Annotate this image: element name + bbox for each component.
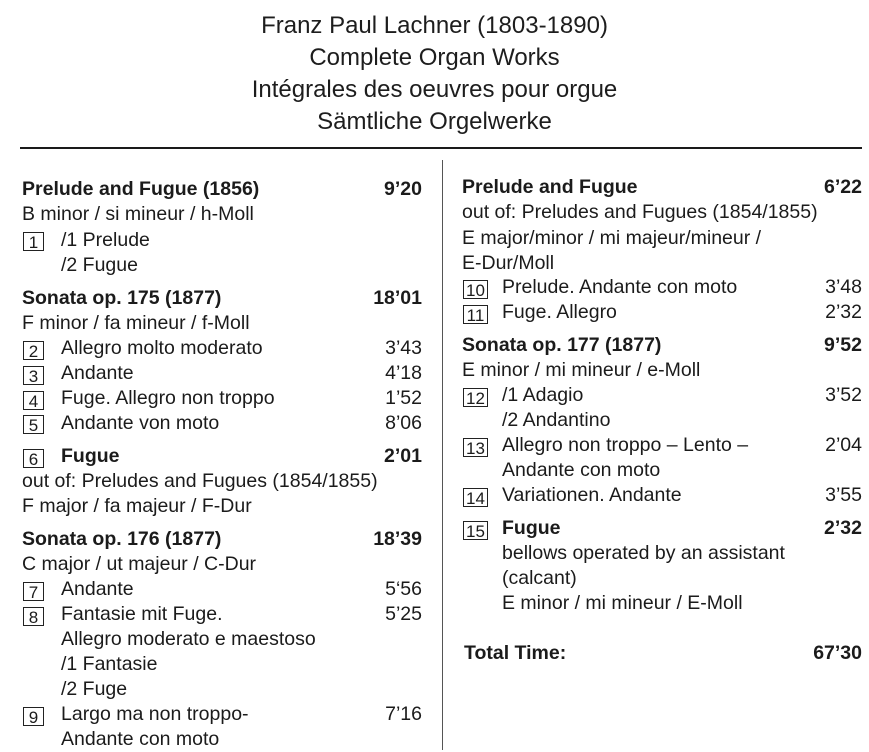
track-key: F major / fa majeur / F-Dur [22, 495, 252, 517]
album-header [0, 10, 869, 138]
track-subtitle: /2 Andantino [502, 409, 611, 431]
track-title: Fugue [502, 517, 561, 539]
track-title: Prelude. Andante con moto [502, 276, 738, 298]
track-title: Fuge. Allegro non troppo [61, 387, 275, 409]
track-time: 2’04 [825, 434, 862, 456]
track-title: /1 Prelude [61, 229, 150, 251]
track-time: 5’25 [385, 603, 422, 625]
work-key-cont: E-Dur/Moll [462, 252, 555, 274]
track-subtitle: /2 Fuge [61, 678, 128, 700]
track-time: 2’01 [384, 445, 422, 467]
track-subtitle: Andante con moto [502, 459, 661, 481]
total-time-label: Total Time: [464, 642, 567, 664]
track-number: 14 [463, 488, 488, 507]
title-french: Intégrales des oeuvres pour orgue [251, 76, 618, 103]
column-divider [442, 160, 443, 750]
work-title: Sonata op. 175 (1877) [22, 287, 222, 309]
track-time: 3’48 [825, 276, 862, 298]
track-title: Andante [61, 578, 134, 600]
track-title: /1 Adagio [502, 384, 584, 406]
track-number: 5 [23, 415, 44, 434]
track-number: 7 [23, 582, 44, 601]
track-time: 3’55 [825, 484, 862, 506]
track-title: Andante von moto [61, 412, 220, 434]
track-time: 2’32 [824, 517, 862, 539]
track-number: 4 [23, 391, 44, 410]
track-note: bellows operated by an assistant [502, 542, 785, 564]
track-time: 4’18 [385, 362, 422, 384]
work-time: 18’39 [373, 528, 422, 550]
track-number: 1 [23, 232, 44, 251]
work-time: 9’52 [824, 334, 862, 356]
work-title: Prelude and Fugue (1856) [22, 178, 260, 200]
track-time: 3’43 [385, 337, 422, 359]
track-number: 13 [463, 438, 488, 457]
track-title: Allegro non troppo – Lento – [502, 434, 749, 456]
track-time: 8’06 [385, 412, 422, 434]
work-title: Sonata op. 177 (1877) [462, 334, 662, 356]
track-title: Largo ma non troppo- [61, 703, 249, 725]
track-title: Allegro molto moderato [61, 337, 263, 359]
track-number: 15 [463, 521, 488, 540]
track-source: out of: Preludes and Fugues (1854/1855) [22, 470, 378, 492]
track-time: 3’52 [825, 384, 862, 406]
track-title: Andante [61, 362, 134, 384]
track-title: Variationen. Andante [502, 484, 682, 506]
track-number: 12 [463, 388, 488, 407]
track-title: Fugue [61, 445, 120, 467]
track-subtitle: /1 Fantasie [61, 653, 158, 675]
track-number: 9 [23, 707, 44, 726]
track-number: 10 [463, 280, 488, 299]
track-title: Fantasie mit Fuge. [61, 603, 223, 625]
work-key: C major / ut majeur / C-Dur [22, 553, 257, 575]
track-number: 3 [23, 366, 44, 385]
work-time: 9’20 [384, 178, 422, 200]
track-number: 6 [23, 449, 44, 468]
title-german: Sämtliche Orgelwerke [317, 108, 552, 135]
track-note: (calcant) [502, 567, 577, 589]
work-key: E minor / mi mineur / e-Moll [462, 359, 701, 381]
track-title: Fuge. Allegro [502, 301, 617, 323]
track-time: 2’32 [825, 301, 862, 323]
track-key: E minor / mi mineur / E-Moll [502, 592, 743, 614]
track-subtitle: Andante con moto [61, 728, 220, 750]
work-time: 6’22 [824, 176, 862, 198]
work-key: E major/minor / mi majeur/mineur / [462, 227, 762, 249]
header-divider [20, 147, 862, 149]
title-english: Complete Organ Works [309, 44, 560, 71]
total-time-value: 67’30 [813, 642, 862, 664]
work-title: Sonata op. 176 (1877) [22, 528, 222, 550]
work-title: Prelude and Fugue [462, 176, 638, 198]
work-time: 18’01 [373, 287, 422, 309]
track-time: 7’16 [385, 703, 422, 725]
composer-title: Franz Paul Lachner (1803-1890) [261, 12, 608, 39]
track-number: 11 [463, 305, 488, 324]
work-key: F minor / fa mineur / f-Moll [22, 312, 250, 334]
track-subtitle: Allegro moderato e maestoso [61, 628, 316, 650]
track-number: 8 [23, 607, 44, 626]
track-number: 2 [23, 341, 44, 360]
track-time: 1’52 [385, 387, 422, 409]
work-key: B minor / si mineur / h-Moll [22, 203, 254, 225]
track-subtitle: /2 Fugue [61, 254, 138, 276]
work-source: out of: Preludes and Fugues (1854/1855) [462, 201, 818, 223]
track-time: 5‘56 [385, 578, 422, 600]
